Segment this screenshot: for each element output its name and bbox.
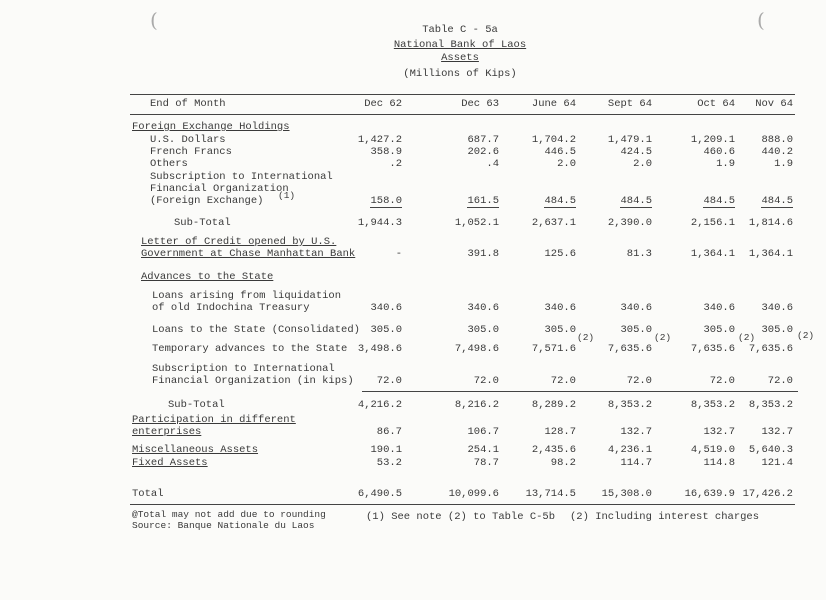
unit-label: (Millions of Kips) <box>403 68 517 80</box>
row-label: Sub-Total <box>168 399 225 411</box>
cell: 86.7 <box>376 426 402 438</box>
cell: 106.7 <box>467 426 499 438</box>
row-label: Others <box>150 158 188 170</box>
cell: 1,944.3 <box>357 217 402 229</box>
table-row <box>0 247 826 261</box>
fx-holdings-title: Foreign Exchange Holdings <box>132 121 290 133</box>
cell: 1.9 <box>774 158 793 170</box>
cell: 340.6 <box>703 302 735 314</box>
cell: 72.0 <box>376 375 402 387</box>
cell: - <box>395 248 402 260</box>
cell: 17,426.2 <box>742 488 793 500</box>
cell: 2,390.0 <box>607 217 652 229</box>
cell: 484.5 <box>544 195 576 207</box>
table-row <box>0 301 826 315</box>
cell: 2,637.1 <box>531 217 576 229</box>
col-dec63: Dec 63 <box>461 98 499 110</box>
table-subject: Assets <box>441 52 479 64</box>
advances-title: Advances to the State <box>141 271 274 283</box>
cell: 121.4 <box>761 457 793 469</box>
cell: 1,479.1 <box>607 134 652 146</box>
cell: 8,289.2 <box>531 399 576 411</box>
cell: 7,635.6 <box>690 343 735 355</box>
cell: .2 <box>389 158 402 170</box>
row-label: French Francs <box>150 146 232 158</box>
cell: 125.6 <box>544 248 576 260</box>
cell: 7,635.6 <box>607 343 652 355</box>
cell: 1,427.2 <box>357 134 402 146</box>
row-label: Loans to the State (Consolidated) <box>152 324 360 336</box>
cell: 78.7 <box>473 457 499 469</box>
bank-name-wrap <box>300 39 620 51</box>
row-label: (Foreign Exchange) <box>150 195 264 207</box>
cell: 305.0 <box>370 324 402 336</box>
cell: 15,308.0 <box>601 488 652 500</box>
cell: 8,216.2 <box>454 399 499 411</box>
row-label: Participation in different <box>132 414 296 426</box>
cell: 340.6 <box>467 302 499 314</box>
cell: 98.2 <box>550 457 576 469</box>
row-label: Subscription to International <box>152 363 335 375</box>
row-label: Subscription to International <box>150 171 333 183</box>
cell: 8,353.2 <box>690 399 735 411</box>
col-nov64: Nov 64 <box>755 98 793 110</box>
row-label: Government at Chase Manhattan Bank <box>141 248 356 260</box>
cell: 305.0 <box>620 324 652 336</box>
cell: 4,519.0 <box>690 444 735 456</box>
cell: 4,216.2 <box>357 399 402 411</box>
cell: 460.6 <box>703 146 735 158</box>
cell: 81.3 <box>626 248 652 260</box>
cell: 305.0 <box>544 324 576 336</box>
col-oct64: Oct 64 <box>697 98 735 110</box>
cell: 5,640.3 <box>748 444 793 456</box>
cell: 128.7 <box>544 426 576 438</box>
cell: 1,814.6 <box>748 217 793 229</box>
subtotal-row <box>0 398 826 412</box>
table-row <box>0 157 826 171</box>
footnote-source: Source: Banque Nationale du Laos <box>132 520 315 531</box>
section-title-row <box>0 120 826 134</box>
row-label: of old Indochina Treasury <box>152 302 310 314</box>
cell: 1,209.1 <box>690 134 735 146</box>
table-row <box>0 190 826 208</box>
cell: 1,052.1 <box>454 217 499 229</box>
row-label: Loans arising from liquidation <box>152 290 342 302</box>
cell: 446.5 <box>544 146 576 158</box>
end-of-month-header: End of Month <box>150 98 226 110</box>
col-sept64: Sept 64 <box>607 98 652 110</box>
cell: 72.0 <box>709 375 735 387</box>
footnote-ref: (2) <box>577 332 595 343</box>
cell: 132.7 <box>761 426 793 438</box>
section-title-row <box>0 270 826 284</box>
cell: 2,156.1 <box>690 217 735 229</box>
cell: 190.1 <box>370 444 402 456</box>
cell: 132.7 <box>620 426 652 438</box>
row-label: Financial Organization (in kips) <box>152 375 354 387</box>
footnote-1: (1) See note (2) to Table C-5b <box>366 511 556 523</box>
cell: 1,704.2 <box>531 134 576 146</box>
row-label: Fixed Assets <box>132 457 208 469</box>
row-label: Total <box>132 488 164 500</box>
bottom-rule <box>130 504 795 505</box>
table-row <box>0 342 826 356</box>
cell: 132.7 <box>703 426 735 438</box>
subtotal-row <box>0 216 826 230</box>
cell: 305.0 <box>703 324 735 336</box>
cell: 202.6 <box>467 146 499 158</box>
cell: 53.2 <box>376 457 402 469</box>
cell: 1,364.1 <box>748 248 793 260</box>
cell: 72.0 <box>767 375 793 387</box>
col-dec62: Dec 62 <box>364 98 402 110</box>
row-label: Miscellaneous Assets <box>132 444 259 456</box>
cell: 3,498.6 <box>357 343 402 355</box>
table-row <box>0 323 826 337</box>
cell: 72.0 <box>473 375 499 387</box>
cell: 1,364.1 <box>690 248 735 260</box>
bank-name: National Bank of Laos <box>393 39 527 51</box>
row-label: U.S. Dollars <box>150 134 226 146</box>
cell: 158.0 <box>370 195 402 207</box>
cell: 114.8 <box>703 457 735 469</box>
row-label: Temporary advances to the State <box>152 343 348 355</box>
cell: 340.6 <box>761 302 793 314</box>
cell: 424.5 <box>620 146 652 158</box>
cell: 484.5 <box>761 195 793 207</box>
cell: .4 <box>486 158 499 170</box>
cell: 1.9 <box>716 158 735 170</box>
footnote-ref: (2) <box>654 332 672 343</box>
cell: 254.1 <box>467 444 499 456</box>
subject-wrap <box>300 52 620 64</box>
cell: 8,353.2 <box>607 399 652 411</box>
cell: 340.6 <box>620 302 652 314</box>
footnote-ref: (2) <box>797 330 815 341</box>
cell: 4,236.1 <box>607 444 652 456</box>
column-header-row <box>0 97 826 111</box>
cell: 687.7 <box>467 134 499 146</box>
row-label: Financial Organization <box>150 183 289 195</box>
footnote-2: (2) Including interest charges <box>570 511 760 523</box>
cell: 340.6 <box>544 302 576 314</box>
total-row <box>0 487 826 501</box>
footnote-ref: (1) <box>278 190 296 201</box>
cell: 2.0 <box>633 158 652 170</box>
top-rule <box>130 94 795 95</box>
col-june64: June 64 <box>531 98 576 110</box>
cell: 161.5 <box>467 195 499 207</box>
cell: 13,714.5 <box>525 488 576 500</box>
cell: 440.2 <box>761 146 793 158</box>
punch-hole-mark-left: ( <box>150 8 158 32</box>
cell: 305.0 <box>761 324 793 336</box>
cell: 6,490.5 <box>357 488 402 500</box>
cell: 8,353.2 <box>748 399 793 411</box>
row-label: Letter of Credit opened by U.S. <box>141 236 337 248</box>
cell: 72.0 <box>550 375 576 387</box>
punch-hole-mark-right: ( <box>757 8 765 32</box>
cell: 7,498.6 <box>454 343 499 355</box>
cell: 358.9 <box>370 146 402 158</box>
footnote-ref: (2) <box>738 332 756 343</box>
cell: 7,571.6 <box>531 343 576 355</box>
cell: 305.0 <box>467 324 499 336</box>
cell: 2.0 <box>557 158 576 170</box>
cell: 2,435.6 <box>531 444 576 456</box>
table-row <box>0 443 826 457</box>
footnote-rounding: @Total may not add due to rounding <box>132 509 326 520</box>
subtotal-rule <box>362 391 798 392</box>
cell: 888.0 <box>761 134 793 146</box>
cell: 72.0 <box>626 375 652 387</box>
cell: 10,099.6 <box>448 488 499 500</box>
header-rule <box>130 114 795 115</box>
row-label: Sub-Total <box>174 217 231 229</box>
table-row <box>0 456 826 470</box>
cell: 340.6 <box>370 302 402 314</box>
cell: 391.8 <box>467 248 499 260</box>
table-row <box>0 425 826 439</box>
cell: 7,635.6 <box>748 343 793 355</box>
cell: 484.5 <box>703 195 735 207</box>
table-row <box>0 374 826 388</box>
cell: 484.5 <box>620 195 652 207</box>
row-label: enterprises <box>132 426 202 438</box>
cell: 114.7 <box>620 457 652 469</box>
table-number: Table C - 5a <box>422 24 498 36</box>
cell: 16,639.9 <box>684 488 735 500</box>
